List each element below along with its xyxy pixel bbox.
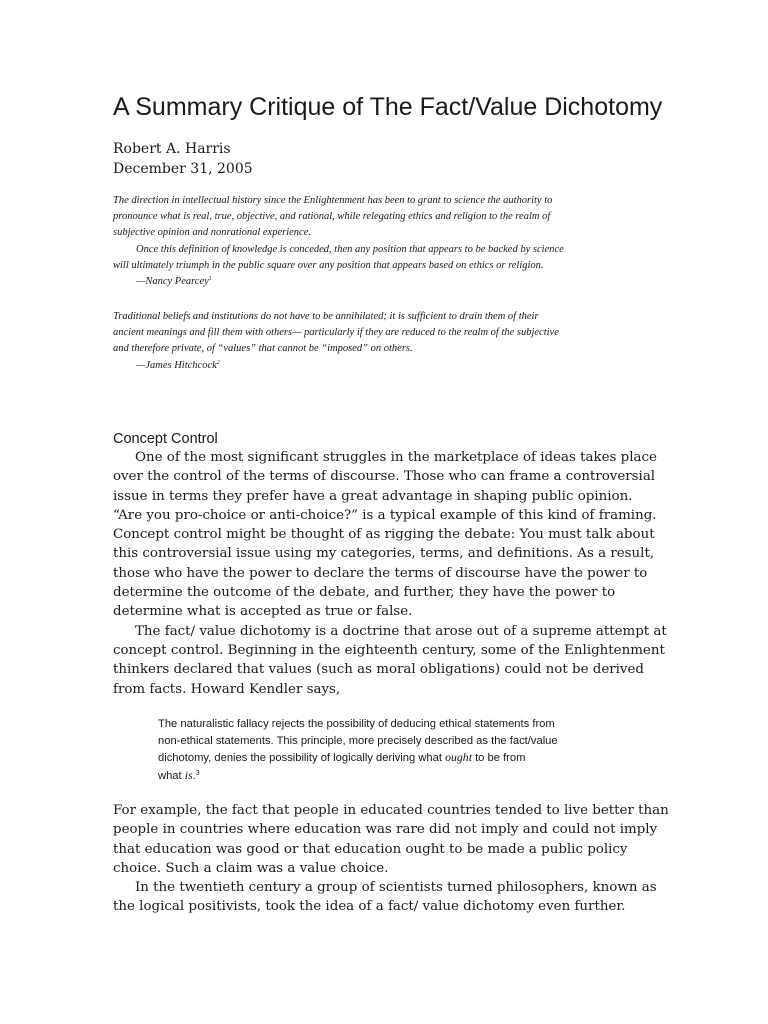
quote-line: The naturalistic fallacy rejects the possibility of deducing ethical statements from: [158, 718, 555, 730]
epigraph-line: subjective opinion and nonrational experience.: [113, 227, 311, 239]
body-line: this controversial issue using my categories, terms, and definitions. As a result,: [113, 546, 655, 562]
body-line: from facts. Howard Kendler says,: [113, 681, 341, 697]
epigraph-line: will ultimately triumph in the public square over any position that appears based on ethics or religion.: [113, 259, 544, 271]
epigraph-line: ancient meanings and fill them with others— particularly if they are reduced to the realm of the subjective: [113, 327, 559, 339]
body-line: the logical positivists, took the idea of a fact/ value dichotomy even further.: [113, 899, 626, 915]
body-line: determine the outcome of the debate, and further, they have the power to: [113, 585, 616, 601]
epigraph-hitchcock: [113, 309, 653, 374]
epigraph-line: The direction in intellectual history since the Enlightenment has been to grant to science the authority to: [113, 195, 553, 206]
body-line: those who have the power to declare the terms of discourse have the power to: [113, 565, 648, 581]
byline: [113, 139, 253, 179]
epigraph-line: and therefore private, of “values” that cannot be “imposed” on others.: [113, 343, 413, 355]
body-line: For example, the fact that people in educated countries tended to live better than: [113, 803, 669, 818]
block-quote-kendler: [158, 716, 628, 784]
body-line: Concept control might be thought of as rigging the debate: You must talk about: [113, 527, 655, 543]
quote-emphasis: is: [184, 767, 193, 782]
body-line: The fact/ value dichotomy is a doctrine that arose out of a supreme attempt at: [135, 623, 667, 639]
body-line: One of the most significant struggles in the marketplace of ideas takes place: [135, 450, 657, 465]
footnote-marker[interactable]: 2: [216, 359, 220, 366]
quote-line: [158, 767, 628, 785]
document-title: A Summary Critique of The Fact/Value Dichotomy: [113, 93, 663, 121]
body-line: over the control of the terms of discourse. Those who can frame a controversial: [113, 469, 656, 485]
epigraph-line: pronounce what is real, true, objective, and rational, while relegating ethics and religion to the realm of: [113, 211, 551, 223]
attribution-name: —Nancy Pearcey: [136, 276, 209, 288]
epigraph-line: Traditional beliefs and institutions do not have to be annihilated; it is sufficient to drain them of their: [113, 311, 539, 322]
quote-text: what: [158, 769, 185, 782]
body-line: thinkers declared that values (such as moral obligations) could not be derived: [113, 662, 644, 678]
epigraph-attribution: [113, 358, 653, 374]
footnote-marker[interactable]: 1: [208, 276, 212, 283]
quote-line: non-ethical statements. This principle, more precisely described as the fact/value: [158, 734, 558, 747]
body-line: “Are you pro-choice or anti-choice?” is a typical example of this kind of framing.: [113, 507, 657, 523]
body-line: that education was good or that education ought to be made a public policy: [113, 841, 628, 857]
quote-line: [158, 749, 628, 767]
quote-text: to be from: [471, 752, 526, 764]
quote-emphasis: ought: [445, 750, 472, 764]
body-line: determine what is accepted as true or false.: [113, 604, 413, 620]
quote-text: dichotomy, denies the possibility of logically deriving what: [158, 752, 446, 764]
body-paragraphs: [113, 448, 667, 699]
body-paragraphs-continued: [113, 801, 669, 917]
attribution-name: —James Hitchcock: [136, 359, 217, 371]
body-line: issue in terms they prefer have a great advantage in shaping public opinion.: [113, 488, 633, 504]
body-line: concept control. Beginning in the eighteenth century, some of the Enlightenment: [113, 642, 665, 658]
body-line: choice. Such a claim was a value choice.: [113, 860, 389, 876]
body-line: people in countries where education was rare did not imply and could not imply: [113, 822, 658, 838]
section-heading: Concept Control: [113, 431, 218, 447]
author-name: Robert A. Harris: [113, 141, 231, 157]
quote-text: .: [192, 769, 196, 782]
body-line: In the twentieth century a group of scientists turned philosophers, known as: [135, 880, 657, 896]
epigraph-line: Once this definition of knowledge is conceded, then any position that appears to be backed by science: [136, 243, 564, 255]
publication-date: December 31, 2005: [113, 161, 253, 177]
epigraph-pearcey: [113, 193, 653, 290]
footnote-marker[interactable]: 3: [195, 769, 200, 777]
epigraph-attribution: [113, 274, 653, 290]
